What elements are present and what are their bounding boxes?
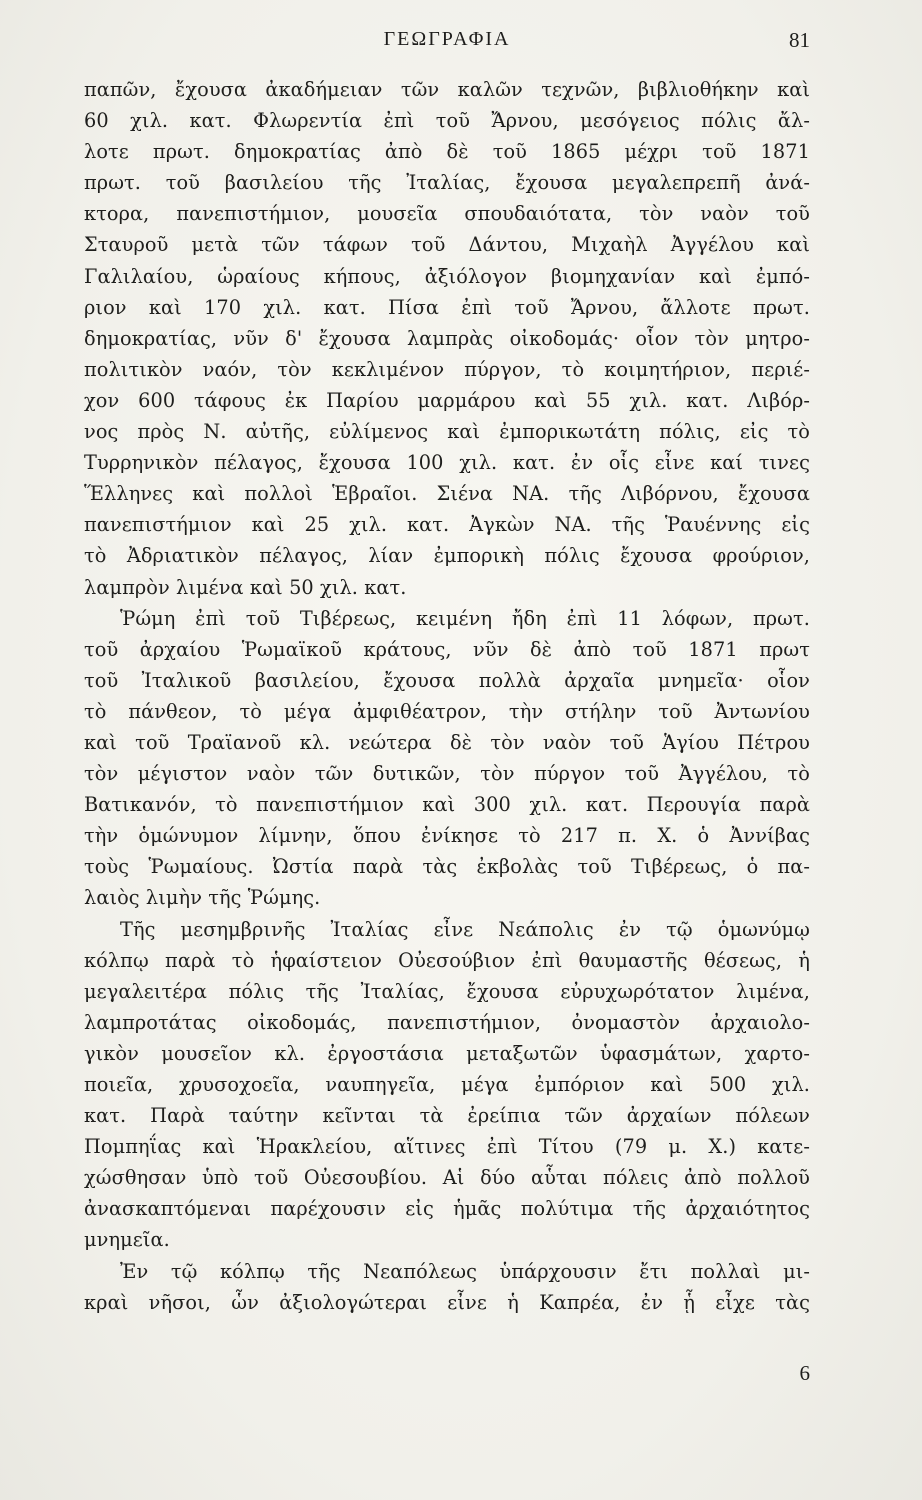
text-line: τὸν μέγιστον ναὸν τῶν δυτικῶν, τὸν πύργον τοῦ Ἀγγέλου, τὸ [84, 762, 810, 786]
text-line: τὸ Ἀδριατικὸν πέλαγος, λίαν ἐμπορικὴ πόλις ἔχουσα φρούριον, [84, 544, 810, 568]
text-line: κόλπῳ παρὰ τὸ ἡφαίστειον Οὐεσούβιον ἐπὶ θαυμαστῆς θέσεως, ἡ [84, 948, 810, 972]
text-line: Ἐν τῷ κόλπῳ τῆς Νεαπόλεως ὑπάρχουσιν ἔτι πολλαὶ μι- [120, 1259, 810, 1283]
text-body [84, 74, 810, 1318]
signature-mark: 6 [799, 1361, 810, 1385]
page-header [84, 28, 810, 58]
text-line: παπῶν, ἔχουσα ἀκαδήμειαν τῶν καλῶν τεχνῶν, βιβλιοθήκην καὶ [84, 78, 810, 101]
text-line: Ῥώμη ἐπὶ τοῦ Τιβέρεως, κειμένη ἤδη ἐπὶ 11 λόφων, πρωτ. [120, 606, 810, 630]
text-line: Βατικανόν, τὸ πανεπιστήμιον καὶ 300 χιλ. κατ. Περουγία παρὰ [84, 793, 810, 817]
text-line: κατ. Παρὰ ταύτην κεῖνται τὰ ἐρείπια τῶν ἀρχαίων πόλεων [84, 1104, 810, 1128]
text-line: τοῦ ἀρχαίου Ῥωμαϊκοῦ κράτους, νῦν δὲ ἀπὸ τοῦ 1871 πρωτ [84, 637, 810, 661]
text-line: λοτε πρωτ. δημοκρατίας ἀπὸ δὲ τοῦ 1865 μέχρι τοῦ 1871 [84, 140, 810, 164]
text-line: Γαλιλαίου, ὡραίους κήπους, ἀξιόλογον βιομηχανίαν καὶ ἐμπό- [84, 264, 810, 288]
text-line: τὸ πάνθεον, τὸ μέγα ἀμφιθέατρον, τὴν στήλην τοῦ Ἀντωνίου [84, 699, 810, 723]
text-line: 60 χιλ. κατ. Φλωρεντία ἐπὶ τοῦ Ἄρνου, μεσόγειος πόλις ἄλ- [84, 109, 810, 133]
text-line: τὴν ὁμώνυμον λίμνην, ὅπου ἐνίκησε τὸ 217 π. Χ. ὁ Ἀννίβας [84, 824, 810, 848]
text-line: χώσθησαν ὑπὸ τοῦ Οὐεσουβίου. Αἱ δύο αὗται πόλεις ἀπὸ πολλοῦ [84, 1166, 810, 1190]
text-line: ριον καὶ 170 χιλ. κατ. Πίσα ἐπὶ τοῦ Ἄρνου, ἄλλοτε πρωτ. [84, 295, 810, 319]
text-line: νος πρὸς Ν. αὐτῆς, εὐλίμενος καὶ ἐμπορικωτάτη πόλις, εἰς τὸ [84, 420, 810, 444]
text-line: κραὶ νῆσοι, ὧν ἀξιολογώτεραι εἶνε ἡ Καπρέα, ἐν ᾗ εἶχε τὰς [84, 1290, 810, 1314]
text-line: καὶ τοῦ Τραϊανοῦ κλ. νεώτερα δὲ τὸν ναὸν τοῦ Ἁγίου Πέτρου [84, 730, 810, 754]
text-line: μεγαλειτέρα πόλις τῆς Ἰταλίας, ἔχουσα εὐρυχωρότατον λιμένα, [84, 979, 810, 1003]
text-line: πολιτικὸν ναόν, τὸν κεκλιμένον πύργον, τὸ κοιμητήριον, περιέ- [84, 357, 810, 381]
text-line: μνημεῖα. [84, 1228, 170, 1252]
text-line: γικὸν μουσεῖον κλ. ἐργοστάσια μεταξωτῶν ὑφασμάτων, χαρτο- [84, 1041, 810, 1065]
text-line: λαμπρὸν λιμένα καὶ 50 χιλ. κατ. [84, 575, 407, 599]
text-line: Πομπηΐας καὶ Ἡρακλείου, αἵτινες ἐπὶ Τίτου (79 μ. Χ.) κατε- [84, 1135, 810, 1159]
page-number: 81 [789, 28, 810, 52]
text-line: πρωτ. τοῦ βασιλείου τῆς Ἰταλίας, ἔχουσα μεγαλεπρεπῆ ἀνά- [84, 171, 810, 195]
text-line: τοῦ Ἰταλικοῦ βασιλείου, ἔχουσα πολλὰ ἀρχαῖα μνημεῖα· οἷον [84, 668, 810, 692]
text-line: ἀνασκαπτόμεναι παρέχουσιν εἰς ἡμᾶς πολύτιμα τῆς ἀρχαιότητος [84, 1197, 810, 1221]
running-head: ΓΕΩΓΡΑΦΙΑ [383, 28, 511, 50]
text-line: Τυρρηνικὸν πέλαγος, ἔχουσα 100 χιλ. κατ. ἐν οἷς εἶνε καί τινες [84, 451, 810, 475]
text-line: Ἕλληνες καὶ πολλοὶ Ἑβραῖοι. Σιένα ΝΑ. τῆς Λιβόρνου, ἔχουσα [84, 482, 810, 506]
text-line: κτορα, πανεπιστήμιον, μουσεῖα σπουδαιότατα, τὸν ναὸν τοῦ [84, 202, 810, 226]
text-line: δημοκρατίας, νῦν δ' ἔχουσα λαμπρὰς οἰκοδομάς· οἷον τὸν μητρο- [84, 326, 810, 350]
text-line: Τῆς μεσημβρινῆς Ἰταλίας εἶνε Νεάπολις ἐν τῷ ὁμωνύμῳ [120, 917, 810, 941]
text-line: τοὺς Ῥωμαίους. Ὠστία παρὰ τὰς ἐκβολὰς τοῦ Τιβέρεως, ὁ πα- [84, 855, 810, 879]
text-line: πανεπιστήμιον καὶ 25 χιλ. κατ. Ἀγκὼν ΝΑ. τῆς Ῥαυέννης εἰς [84, 513, 810, 537]
text-line: λαιὸς λιμὴν τῆς Ῥώμης. [84, 886, 321, 910]
text-line: Σταυροῦ μετὰ τῶν τάφων τοῦ Δάντου, Μιχαὴλ Ἀγγέλου καὶ [84, 233, 810, 257]
text-line: ποιεῖα, χρυσοχοεῖα, ναυπηγεῖα, μέγα ἐμπόριον καὶ 500 χιλ. [84, 1073, 810, 1096]
text-line: χον 600 τάφους ἐκ Παρίου μαρμάρου καὶ 55 χιλ. κατ. Λιβόρ- [84, 388, 810, 412]
text-line: λαμπροτάτας οἰκοδομάς, πανεπιστήμιον, ὀνομαστὸν ἀρχαιολο- [84, 1010, 810, 1034]
